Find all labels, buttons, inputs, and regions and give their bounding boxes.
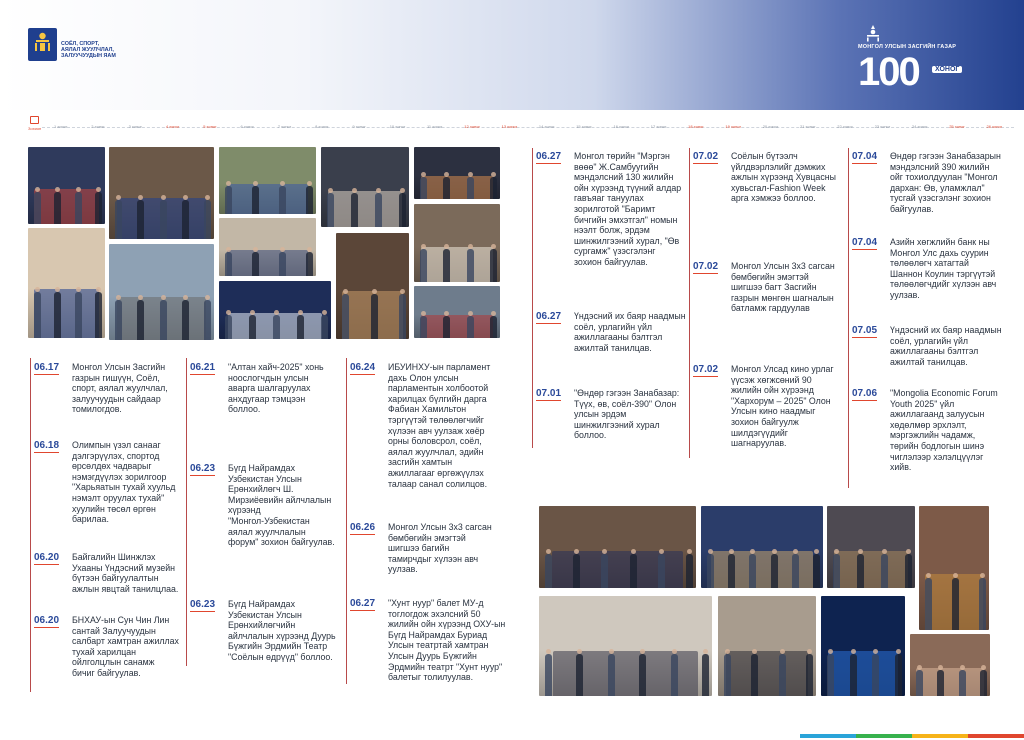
timeline-day: 12 хоног [464,124,480,129]
person-figure [137,300,144,340]
person-figure [54,292,61,338]
calendar-icon [30,116,39,124]
person-figure [252,252,259,276]
timeline-entry [190,463,335,548]
hundred-number: 100 [858,50,919,94]
photo-meeting-sofa [219,218,316,276]
entry-text: "Хунт нуур" балет МУ-д тоглогдож эхэлсний 50 жилийн ойн хүрээнд ОХУ-ын Бүгд Найрамдах Буриад Улсын театртай хамтран Улсын Дуурь Бүжгийн Эрдмийн театрт "Хунт нуур" балетыг толилуулав. [388,598,506,683]
timeline-day: 19 хоног [725,124,742,129]
person-figure [490,177,497,199]
person-figure [420,249,427,282]
photo-exhibition-hall [336,233,409,339]
person-figure [639,654,646,696]
person-figure [979,578,986,630]
person-figure [792,554,799,588]
person-figure [443,249,450,282]
photo-culture-event-stage [414,147,500,199]
photo-fashion-week [701,506,823,588]
photo-ministry-award [28,147,105,224]
person-figure [115,300,122,340]
person-figure [576,654,583,696]
person-figure [467,249,474,282]
person-figure [279,252,286,276]
person-figure [925,578,932,630]
person-figure [467,316,474,338]
timeline-entry [693,151,836,204]
person-figure [545,554,552,588]
timeline-day: 11 хоног [427,124,443,129]
photo-conference-table [414,204,500,282]
photo-handshake-official [321,147,409,227]
person-figure [95,292,102,338]
ministry-name: СОЁЛ, СПОРТ, АЯЛАЛ ЖУУЛЧЛАЛ, ЗАЛУУЧУУДЫН ЯАМ [61,41,116,59]
entry-text: "Mongolia Economic Forum Youth 2025" үйл ажиллагаанд залуусын хөдөлмөр эрхлэлт, мэргэжлийн чадамж, төрийн бодлогын шинэ чиглэлээр хэлэлцүүлэг хийв. [890,388,998,473]
person-figure [371,294,378,339]
person-figure [467,177,474,199]
person-figure [850,654,857,696]
timeline-entry [852,237,996,301]
entry-text: Үндэсний их баяр наадмын соёл, урлагийн үйл ажиллагааны бэлтгэл ажилтай танилцав. [574,311,686,353]
timeline-day: 13 хоног [501,124,518,129]
timeline-rule [186,358,187,666]
timeline-entry [852,325,1002,367]
timeline-day: 5 хоног [203,124,217,129]
timeline-entry [34,440,175,525]
photo-backdrop [227,250,308,276]
person-figure [490,249,497,282]
timeline-ruler [42,127,1014,128]
timeline-day: 6 хоног [240,124,254,129]
timeline-entry [34,362,168,415]
person-figure [959,670,966,696]
photo-backdrop [421,176,493,199]
entry-date: 07.02 [693,364,719,375]
person-figure [916,670,923,696]
person-figure [297,315,304,339]
entry-text: Азийн хөгжлийн банк ны Монгол Улс дахь суурин төлөөлөгч хатагтай Шаннон Коулин тэргүүтэй төлөөлөгчдийг хүлээн авч уулзав. [890,237,997,300]
person-figure [608,654,615,696]
photo-award-ceremony [539,506,696,588]
entry-text: Монгол Улсын 3х3 сагсан бөмбөгийн эмэгтэй шигшээ багт Засгийн газрын мөнгөн шагналын батламж гардуулав [731,261,835,314]
photo-wool-shearing [219,147,316,214]
entry-date: 07.06 [852,388,878,399]
entry-date: 07.02 [693,261,719,272]
timeline-day: 24 хоног [911,124,928,129]
photo-adb-meeting [718,596,816,696]
entry-text: Бүгд Найрамдах Узбекистан Улсын Ерөнхийлөгчийн айлчлалын хүрээнд Дуурь Бүжгийн Эрдмийн Театр "Соёлын өдрүүд" боллоо. [228,599,336,662]
entry-text: ИБУИНХУ-ын парламент дахь Олон улсын парламентын холбоотой харилцах бүлгийн дарга Фабиан Хамильтон тэргүүтэй төлөөлөгчийг хүлээн авч уулзаж хөёр орны боловсрол, соёл, аялал жуулчлал, эдийн засгийн хамтын ажиллагааг өргөжүүлэх талаар санал солилцов. [388,362,491,489]
person-figure [327,193,334,227]
entry-date: 06.18 [34,440,60,451]
photo-signing-desk [414,286,500,338]
person-figure [34,192,41,224]
entry-date: 06.26 [350,522,376,533]
person-figure [160,300,167,340]
timeline-entry [693,261,835,314]
timeline-rule [30,358,31,692]
person-figure [658,554,665,588]
timeline-day: 17 хоног [650,124,667,129]
person-figure [182,200,189,239]
person-figure [321,315,328,339]
timeline-day: 18 хоног [688,124,704,129]
timeline-day: 3 хоног [128,124,143,129]
photo-backdrop [916,668,983,696]
photo-ministry-group [109,147,214,239]
photo-backdrop [421,315,493,338]
entry-date: 06.24 [350,362,376,373]
timeline-day: 10 хоног [389,124,406,129]
entry-date: 06.27 [536,151,562,162]
person-figure [707,554,714,588]
timeline-day: 20 хоног [762,124,779,129]
photo-backdrop [828,651,899,696]
person-figure [443,316,450,338]
person-figure [724,654,731,696]
person-figure [115,200,122,239]
person-figure [375,193,382,227]
timeline-day: 16 хоног [613,124,630,129]
photo-speaker-podium [919,506,989,630]
entry-text: Олимпын үзэл санааг дэлгэрүүлэх, спортод өрсөлдөх чадварыг нэмэгдүүлэх зорилгоор "Харьяатын тухай хуульд нэмэлт оруулах тухай" хуулийн төсөл өргөн барилаа. [72,440,176,525]
entry-text: Монгол Улсын Засгийн газрын гишүүн, Соёл, спорт, аялал жуулчлал, залуучуудын сайдаар томилогдов. [72,362,168,415]
person-figure [749,554,756,588]
timeline-entry [34,552,178,594]
entry-date: 07.04 [852,237,878,248]
entry-date: 06.21 [190,362,216,373]
person-figure [630,554,637,588]
photo-ballet-swan [219,281,331,339]
timeline-day: 1 хоног [54,124,68,129]
entry-text: Монгол Улсад кино урлаг үүсэж хөгжсөний 90 жилийн ойн хүрээнд "Хархорум – 2025" Олон Улсын кино наадмыг зохион байгуулж шилдэгүүдийг шагнаруулав. [731,364,834,449]
person-figure [751,654,758,696]
timeline-label: Зохион [28,126,42,131]
person-figure [273,315,280,339]
entry-text: "Өндөр гэгээн Занабазар: Түүх, өв, соёл-390" Олон улсын эрдэм шинжилгээний хурал боллоо. [574,388,680,441]
person-figure [204,300,211,340]
entry-text: Монгол Улсын 3х3 сагсан бөмбөгийн эмэгтэй шигшээ багийн тамирчдыг хүлээн авч уулзав. [388,522,492,575]
person-figure [895,654,902,696]
entry-date: 06.17 [34,362,60,373]
photo-backdrop [227,184,308,214]
timeline-day: 21 хоног [800,124,816,129]
entry-text: Монгол төрийн "Мэргэн вөөө" Ж.Самбуугийн мэндэлсний 130 жилийн ойн хүрээнд түүний алдар гавъяаг тануулах зорилготой "Баримт бичгийн эмхэтгэл" номын нээлт болж, эрдэм шинжилгээний хурал, "Өв сургамж" үзэсгэлэнг зохион байгуулав. [574,151,682,267]
person-figure [881,554,888,588]
photo-forum-youth [821,596,905,696]
person-figure [671,654,678,696]
person-figure [54,192,61,224]
timeline-day: 8 хоног [315,124,329,129]
person-figure [75,192,82,224]
timeline-day: 25 хоног [949,124,965,129]
person-figure [806,654,813,696]
timeline-day: 7 хоног [277,124,292,129]
photo-backdrop [34,289,99,339]
photo-ministry-hall [28,228,105,338]
person-figure [601,554,608,588]
person-figure [573,554,580,588]
timeline-rule [532,148,533,448]
person-figure [813,554,820,588]
timeline-entry [852,151,1001,215]
person-figure [306,252,313,276]
timeline-day: 4 хоног [165,124,180,129]
person-figure [137,200,144,239]
timeline-day: 15 хоног [576,124,592,129]
person-figure [225,252,232,276]
person-figure [225,315,232,339]
person-figure [342,294,349,339]
person-figure [351,193,358,227]
entry-date: 06.27 [536,311,562,322]
entry-date: 07.05 [852,325,878,336]
entry-text: Өндөр гэгээн Занабазарын мэндэлсний 390 жилийн ойг тохиолдуулан "Монгол дархан: Өв, уламжлал" тусгай үзэсгэлэнг зохион байгуулав. [890,151,1001,214]
timeline-rule [848,148,849,488]
photo-basketball-team [539,596,712,696]
entry-text: "Алтан хайч-2025" хонь ноослогчдын улсын аварга шалгаруулах анхдугаар тэмцээн боллоо. [228,362,324,415]
photo-forum-reception [827,506,915,588]
entry-text: Байгалийн Шинжлэх Ухааны Үндэсний музейн бүтээн байгуулалтын ажлын явцтай танилцлаа. [72,552,179,594]
person-figure [204,200,211,239]
header-banner [0,0,1024,110]
photo-backdrop [34,189,99,224]
person-figure [827,654,834,696]
photo-backdrop [834,551,908,588]
timeline-entry [852,388,998,473]
person-figure [95,192,102,224]
person-figure [937,670,944,696]
soyombo-icon [864,24,882,42]
timeline-day: 14 хоног [538,124,555,129]
government-caption: МОНГОЛ УЛСЫН ЗАСГИЙН ГАЗАР [858,44,957,50]
timeline-day: 9 хоног [352,124,366,129]
timeline-entry [350,522,492,575]
person-figure [545,654,552,696]
timeline-entry [350,362,490,489]
person-figure [420,177,427,199]
entry-date: 07.01 [536,388,562,399]
entry-date: 06.20 [34,552,60,563]
person-figure [249,315,256,339]
photo-backdrop [726,651,808,696]
person-figure [399,193,406,227]
timeline-day: 22 хоног [837,124,853,129]
days-tag: ХОНОГ [932,66,962,73]
timeline-entry [34,615,179,679]
person-figure [857,554,864,588]
timeline-day: 26 хоног [986,124,1003,129]
person-figure [34,292,41,338]
person-figure [905,554,912,588]
entry-text: Бүгд Найрамдах Узбекистан Улсын Ерөнхийлөгч Ш. Мирзиёевийн айлчлалын хүрээнд "Монгол-Узбекистан аялал жуулчлалын форум" зохион байгуулав. [228,463,335,548]
ministry-emblem-icon [28,28,57,61]
person-figure [182,300,189,340]
timeline-entry [536,151,681,268]
timeline-rule [689,148,690,458]
person-figure [160,200,167,239]
person-figure [702,654,709,696]
person-figure [728,554,735,588]
person-figure [420,316,427,338]
person-figure [686,554,693,588]
government-100-days-logo [858,24,988,94]
person-figure [779,654,786,696]
person-figure [252,186,259,214]
entry-text: Соёлын бүтээлч үйлдвэрлэлийг дэмжих ажлын хүрээнд Хувцасны хувьсгал-Fashion Week арга хэмжээ боллоо. [731,151,836,204]
entry-date: 06.23 [190,599,216,610]
photo-backdrop [421,247,493,282]
timeline-entry [190,599,336,663]
person-figure [279,186,286,214]
person-figure [771,554,778,588]
timeline-entry [190,362,324,415]
person-figure [490,316,497,338]
person-figure [872,654,879,696]
entry-date: 07.02 [693,151,719,162]
entry-text: БНХАУ-ын Сун Чин Лин сантай Залуучуудын салбарт хамтран ажиллах тухай харилцан ойлголцлын санамж бичиг байгуулав. [72,615,179,678]
person-figure [833,554,840,588]
timeline-entry [536,388,679,441]
person-figure [980,670,987,696]
footer-color-bar [800,734,1024,738]
timeline-entry [536,311,686,353]
person-figure [399,294,406,339]
timeline-day: 2 хоног [91,124,105,129]
person-figure [952,578,959,630]
entry-date: 07.04 [852,151,878,162]
person-figure [306,186,313,214]
timeline-rule [346,358,347,684]
person-figure [75,292,82,338]
entry-date: 06.27 [350,598,376,609]
timeline-entry [693,364,834,449]
entry-date: 06.20 [34,615,60,626]
photo-museum-site [109,244,214,340]
person-figure [225,186,232,214]
photo-backdrop [328,191,402,227]
entry-date: 06.23 [190,463,216,474]
person-figure [443,177,450,199]
timeline-entry [350,598,505,683]
timeline-day: 23 хоног [874,124,891,129]
entry-text: Үндэсний их баяр наадмын соёл, урлагийн үйл ажиллагааны бэлтгэл ажилтай танилцав. [890,325,1002,367]
photo-group-selfie [910,634,990,696]
